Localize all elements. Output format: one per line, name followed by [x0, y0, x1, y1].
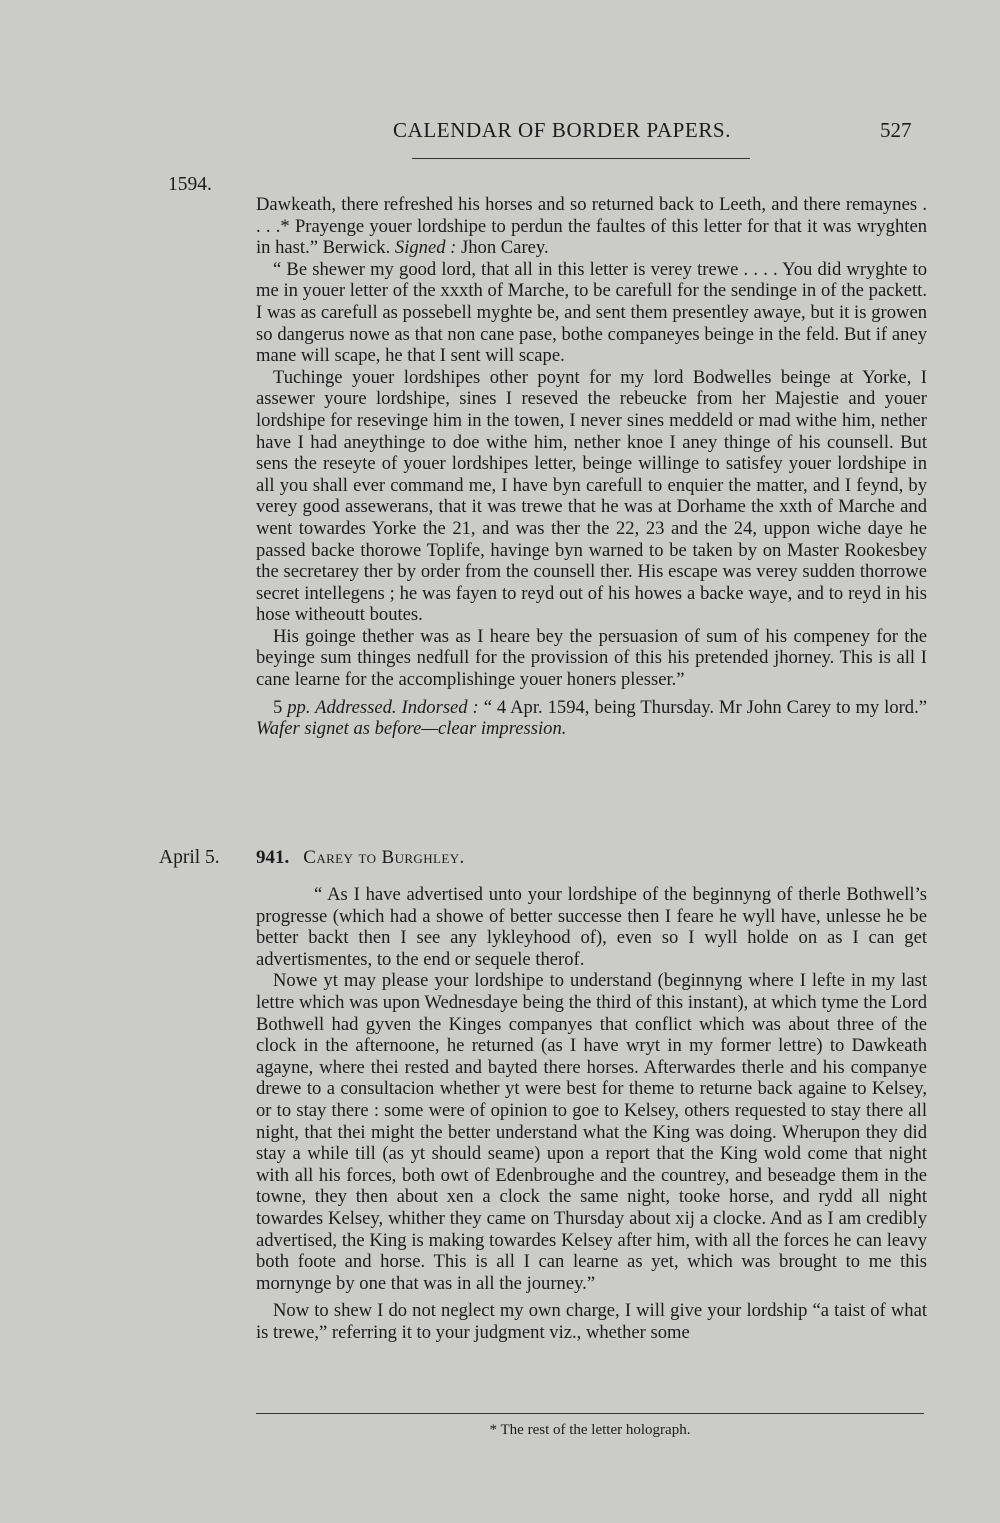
margin-year: 1594.	[168, 174, 212, 195]
header-rule	[412, 158, 750, 159]
entry-number: 941.	[256, 847, 290, 868]
signed-label: Signed :	[394, 237, 457, 259]
endorsement-paragraph	[256, 697, 927, 740]
pages-count: 5	[273, 696, 288, 718]
indorsed-label: Indorsed :	[396, 696, 479, 718]
entry-941-paragraph-2: Nowe yt may please your lordshipe to understand (beginnyng where I lefte in my last lettre which was upon Wednesdaye being the third of this instant), at which tyme the Lord Bothwell had gyven the Kinges companyes that conflict which was about three of the clock in the afternoone, he returned (as I have wryt in my former lettre) to Dawkeath agayne, where thei rested and bayted there horses. Afterwardes therle and his companye drewe to a consultacion whether yt were best for theme to returne back againe to Kelsey, or to stay there : some were of opinion to goe to Kelsey, others requested to stay there all night, that thei might the better understand what the King was doing. Wherupon they did stay a while till (as yt should seame) upon a report that the King wold come that night with all his forces, both owt of Edenbroughe and the countrey, and beseadge them in the towne, they then about xen a clock the same night, tooke horse, and rydd all night towardes Kelsey, whither they came on Thursday about xij a clocke. And as I am credibly advertised, the King is making towardes Kelsey after him, with all the forces he can leavy both foote and horse. This is all I can learne as yet, which was brought to me this mornynge by one that was in all the journey.”	[256, 970, 927, 1294]
signed-name: Jhon Carey.	[456, 237, 549, 259]
paragraph-3: Tuchinge youer lordshipes other poynt for my lord Bodwelles beinge at Yorke, I assewer youre lordshipe, sines I reseved the rebeucke from her Majestie and youer lordshipe for resevinge him in the towen, I never sines meddeld or mad withe him, nether have I had aneythinge to doe withe him, nether knoe I aney thinge of his counsell. But sens the reseyte of youer lordshipes letter, beinge willinge to satisfey youer lordshipe in all you shall ever command me, I have byn carefull to enquier the matter, and I feynd, by verey good assewerans, that it was trewe that he was at Dorhame the xxth of Marche and went towardes Yorke the 21, and was ther the 22, 23 and the 24, uppon wiche daye he passed backe thorowe Toplife, havinge byn warned to be taken by on Master Rookesbey the secretarey ther by order from the counsell ther. His escape was verey sudden thorrowe secret intellegens ; he was fayen to reyd out of his howes a backe waye, and to reyd in his hose witheoutt boutes.	[256, 366, 927, 626]
footnote-rule	[256, 1413, 924, 1414]
entry-941-paragraph-1: “ As I have advertised unto your lordshipe of the beginnyng of therle Bothwell’s progresse (which had a showe of better successe then I feare he wyll have, unlesse he be better backt then I see any lykleyhood of), even so I wyll holde on as I can get advertismentes, to the end or sequele therof.	[256, 884, 927, 970]
wafer-note: Wafer signet as before—clear impression.	[256, 718, 567, 740]
entry-title: Carey to Burghley.	[303, 847, 465, 868]
running-header-title: CALENDAR OF BORDER PAPERS.	[393, 118, 732, 142]
page-number: 527	[880, 118, 912, 142]
entry-941-paragraph-3: Now to shew I do not neglect my own charge, I will give your lordship “a taist of what is trewe,” referring it to your judgment viz., whether some	[256, 1300, 927, 1343]
entry-940-continuation	[256, 194, 927, 740]
margin-date: April 5.	[159, 847, 220, 868]
footnote: * The rest of the letter holograph.	[489, 1422, 691, 1438]
paragraph-1-text: Dawkeath, there refreshed his horses and so returned back to Leeth, and there remaynes . . . .* Prayenge youer lordshipe to perdun the faultes of this letter for that it was wryghten in hast.” Berwick.	[256, 194, 927, 259]
addressed-label: Addressed.	[310, 696, 397, 718]
entry-941-heading	[256, 847, 465, 869]
entry-941-body	[256, 884, 927, 1343]
paragraph-2: “ Be shewer my good lord, that all in this letter is verey trewe . . . . You did wryghte to me in youer letter of the xxxth of Marche, to be carefull for the sendinge in of the packett. I was as carefull as possebell myghte be, and sent them presentley awaye, but it is growen so dangerus nowe as that non cane pase, bothe companeyes beinge in the feld. But if aney mane will scape, he that I sent will scape.	[256, 258, 927, 367]
pages-abbrev: pp.	[287, 696, 311, 718]
paragraph-4: His goinge thether was as I heare bey the persuasion of sum of his compeney for the beyinge sum thinges nedfull for the provission of this his pretended jhorney. This is all I cane learne for the accomplishinge youer honers plesser.”	[256, 625, 927, 691]
indorsement-text: “ 4 Apr. 1594, being Thursday. Mr John Carey to my lord.”	[478, 696, 928, 718]
paragraph-1	[256, 194, 927, 259]
